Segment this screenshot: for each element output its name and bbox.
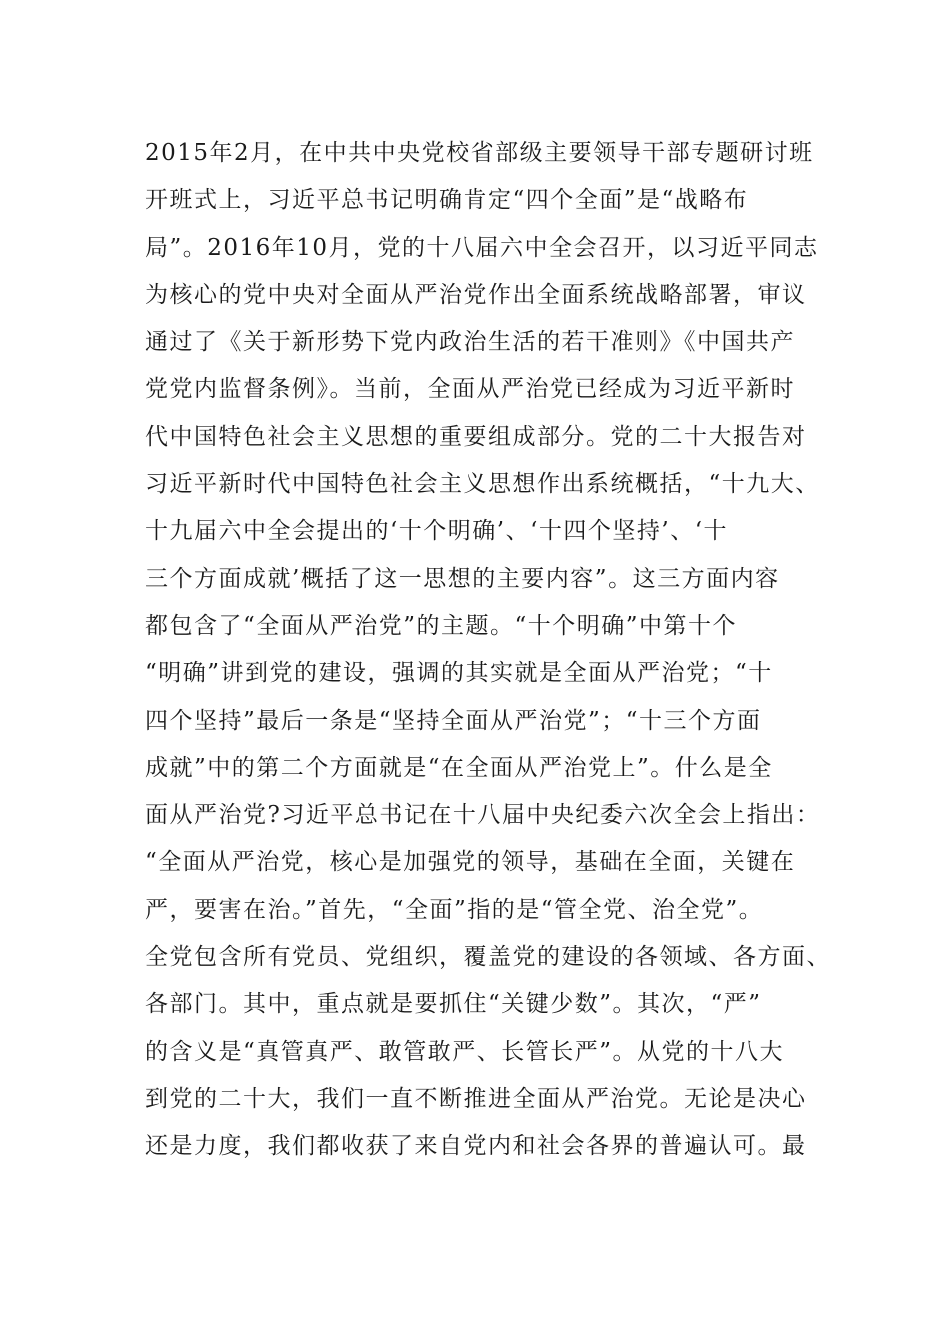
text-line: 到党的二十大，我们一直不断推进全面从严治党。无论是决心 [145, 1085, 807, 1112]
text-line: 代中国特色社会主义思想的重要组成部分。党的二十大报告对 [145, 423, 807, 450]
text-line: “明确”讲到党的建设，强调的其实就是全面从严治党；“十 [145, 660, 773, 687]
text-line: 成就”中的第二个方面就是“在全面从严治党上”。什么是全 [145, 754, 773, 781]
text-line: 为核心的党中央对全面从严治党作出全面系统战略部署，审议 [145, 281, 807, 308]
text-line: 各部门。其中，重点就是要抓住“关键少数”。其次，“严” [145, 991, 762, 1018]
text-line: 面从严治党?习近平总书记在十八届中央纪委六次全会上指出： [145, 802, 821, 829]
text-line: 习近平新时代中国特色社会主义思想作出系统概括，“十九大、 [145, 471, 820, 498]
text-line: 党党内监督条例》。当前，全面从严治党已经成为习近平新时 [145, 376, 795, 403]
text-line: 十九届六中全会提出的‘十个明确’、‘十四个坚持’、‘十 [145, 518, 729, 545]
text-line: 的含义是“真管真严、敢管敢严、长管长严”。从党的十八大 [145, 1038, 785, 1065]
text-line: 三个方面成就’概括了这一思想的主要内容”。这三方面内容 [145, 565, 780, 592]
text-line: 全党包含所有党员、党组织，覆盖党的建设的各领域、各方面、 [145, 944, 831, 971]
text-line: 开班式上，习近平总书记明确肯定“四个全面”是“战略布 [145, 187, 749, 214]
text-line: 局”。2016年10月，党的十八届六中全会召开，以习近平同志 [145, 234, 819, 261]
text-line: 都包含了“全面从严治党”的主题。“十个明确”中第十个 [145, 612, 738, 639]
text-line: 2015年2月，在中共中央党校省部级主要领导干部专题研讨班 [145, 140, 814, 166]
text-line: 还是力度，我们都收获了来自党内和社会各界的普遍认可。最 [145, 1133, 807, 1160]
text-line: 四个坚持”最后一条是“坚持全面从严治党”；“十三个方面 [145, 707, 762, 734]
text-line: 通过了《关于新形势下党内政治生活的若干准则》《中国共产 [145, 329, 795, 356]
text-line: 严，要害在治。”首先，“全面”指的是“管全党、治全党”。 [145, 896, 764, 923]
text-line: “全面从严治党，核心是加强党的领导，基础在全面，关键在 [145, 849, 796, 876]
body-text [145, 130, 831, 1171]
